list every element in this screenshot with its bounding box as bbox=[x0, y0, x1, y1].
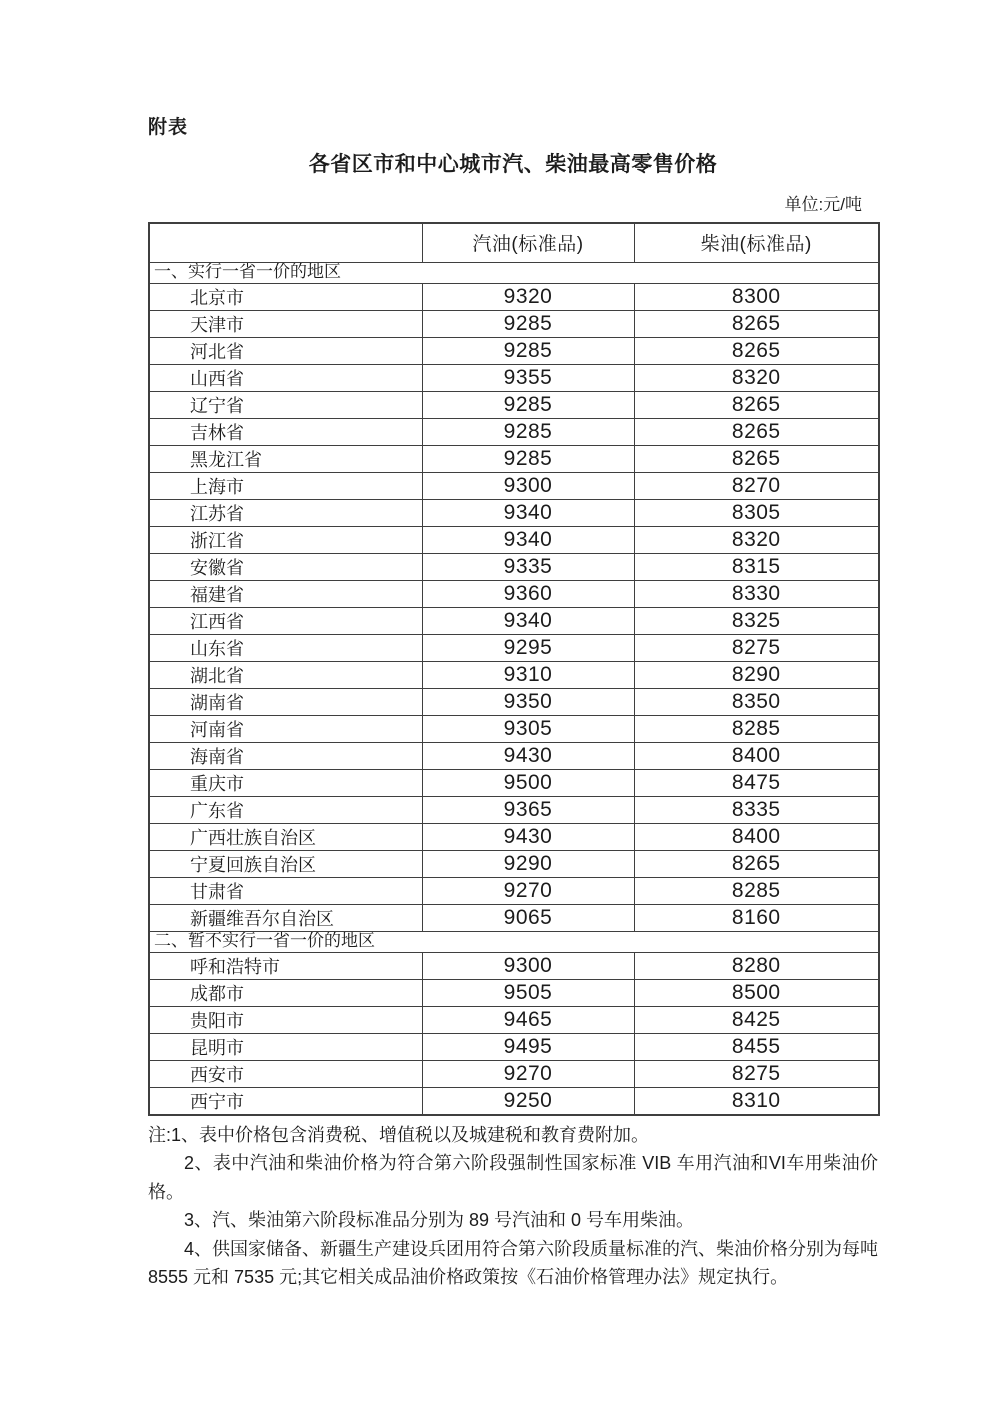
diesel-price-cell: 8400 bbox=[634, 742, 879, 769]
diesel-price-cell: 8335 bbox=[634, 796, 879, 823]
table-row bbox=[149, 553, 879, 580]
table-row bbox=[149, 904, 879, 931]
page-title: 各省区市和中心城市汽、柴油最高零售价格 bbox=[308, 153, 718, 176]
gasoline-price-cell: 9290 bbox=[422, 850, 634, 877]
table-row bbox=[149, 796, 879, 823]
diesel-price-cell: 8265 bbox=[634, 391, 879, 418]
gasoline-price-cell: 9465 bbox=[422, 1006, 634, 1033]
note-line: 注:1、表中价格包含消费税、增值税以及城建税和教育费附加。 bbox=[148, 1124, 650, 1145]
notes-section bbox=[148, 1121, 878, 1292]
gasoline-price-cell: 9300 bbox=[422, 472, 634, 499]
region-cell: 河南省 bbox=[149, 715, 422, 742]
region-cell: 成都市 bbox=[149, 979, 422, 1006]
region-cell: 广西壮族自治区 bbox=[149, 823, 422, 850]
gasoline-price-cell: 9320 bbox=[422, 283, 634, 310]
diesel-price-cell: 8315 bbox=[634, 553, 879, 580]
table-row bbox=[149, 1006, 879, 1033]
table-row bbox=[149, 526, 879, 553]
annex-label: 附表 bbox=[148, 117, 189, 138]
gasoline-price-cell: 9335 bbox=[422, 553, 634, 580]
table-row bbox=[149, 1087, 879, 1115]
table-row bbox=[149, 850, 879, 877]
unit-label: 单位:元/吨 bbox=[784, 195, 862, 214]
region-cell: 江西省 bbox=[149, 607, 422, 634]
region-cell: 海南省 bbox=[149, 742, 422, 769]
region-cell: 黑龙江省 bbox=[149, 445, 422, 472]
diesel-price-cell: 8475 bbox=[634, 769, 879, 796]
region-cell: 上海市 bbox=[149, 472, 422, 499]
table-row bbox=[149, 364, 879, 391]
diesel-price-cell: 8275 bbox=[634, 634, 879, 661]
section-header-row bbox=[149, 931, 879, 952]
table-row bbox=[149, 769, 879, 796]
gasoline-price-cell: 9340 bbox=[422, 526, 634, 553]
diesel-price-cell: 8290 bbox=[634, 661, 879, 688]
region-cell: 广东省 bbox=[149, 796, 422, 823]
region-cell: 北京市 bbox=[149, 283, 422, 310]
table-row bbox=[149, 580, 879, 607]
section-header-row bbox=[149, 262, 879, 283]
region-cell: 宁夏回族自治区 bbox=[149, 850, 422, 877]
diesel-price-cell: 8425 bbox=[634, 1006, 879, 1033]
table-row bbox=[149, 1060, 879, 1087]
region-cell: 湖南省 bbox=[149, 688, 422, 715]
table-row bbox=[149, 310, 879, 337]
diesel-price-cell: 8265 bbox=[634, 418, 879, 445]
table-row bbox=[149, 634, 879, 661]
column-header-region bbox=[149, 223, 422, 262]
diesel-price-cell: 8350 bbox=[634, 688, 879, 715]
region-cell: 浙江省 bbox=[149, 526, 422, 553]
gasoline-price-cell: 9505 bbox=[422, 979, 634, 1006]
gasoline-price-cell: 9300 bbox=[422, 952, 634, 979]
diesel-price-cell: 8265 bbox=[634, 337, 879, 364]
region-cell: 西宁市 bbox=[149, 1087, 422, 1115]
gasoline-price-cell: 9350 bbox=[422, 688, 634, 715]
gasoline-price-cell: 9285 bbox=[422, 418, 634, 445]
region-cell: 福建省 bbox=[149, 580, 422, 607]
diesel-price-cell: 8310 bbox=[634, 1087, 879, 1115]
diesel-price-cell: 8265 bbox=[634, 445, 879, 472]
region-cell: 辽宁省 bbox=[149, 391, 422, 418]
table-row bbox=[149, 472, 879, 499]
diesel-price-cell: 8280 bbox=[634, 952, 879, 979]
region-cell: 湖北省 bbox=[149, 661, 422, 688]
region-cell: 吉林省 bbox=[149, 418, 422, 445]
region-cell: 甘肃省 bbox=[149, 877, 422, 904]
diesel-price-cell: 8275 bbox=[634, 1060, 879, 1087]
gasoline-price-cell: 9430 bbox=[422, 742, 634, 769]
diesel-price-cell: 8455 bbox=[634, 1033, 879, 1060]
diesel-price-cell: 8270 bbox=[634, 472, 879, 499]
region-cell: 河北省 bbox=[149, 337, 422, 364]
table-row bbox=[149, 877, 879, 904]
gasoline-price-cell: 9355 bbox=[422, 364, 634, 391]
gasoline-price-cell: 9270 bbox=[422, 1060, 634, 1087]
table-row bbox=[149, 952, 879, 979]
region-cell: 天津市 bbox=[149, 310, 422, 337]
diesel-price-cell: 8330 bbox=[634, 580, 879, 607]
diesel-price-cell: 8500 bbox=[634, 979, 879, 1006]
gasoline-price-cell: 9365 bbox=[422, 796, 634, 823]
region-cell: 重庆市 bbox=[149, 769, 422, 796]
region-cell: 昆明市 bbox=[149, 1033, 422, 1060]
price-table bbox=[148, 222, 880, 1116]
diesel-price-cell: 8400 bbox=[634, 823, 879, 850]
gasoline-price-cell: 9430 bbox=[422, 823, 634, 850]
gasoline-price-cell: 9285 bbox=[422, 337, 634, 364]
diesel-price-cell: 8305 bbox=[634, 499, 879, 526]
table-row bbox=[149, 283, 879, 310]
table-row bbox=[149, 1033, 879, 1060]
gasoline-price-cell: 9310 bbox=[422, 661, 634, 688]
region-cell: 呼和浩特市 bbox=[149, 952, 422, 979]
note-line: 2、表中汽油和柴油价格为符合第六阶段强制性国家标准 VIB 车用汽油和VI车用柴油价格。 bbox=[148, 1153, 878, 1202]
gasoline-price-cell: 9340 bbox=[422, 607, 634, 634]
diesel-price-cell: 8285 bbox=[634, 715, 879, 742]
diesel-price-cell: 8160 bbox=[634, 904, 879, 931]
table-row bbox=[149, 337, 879, 364]
table-row bbox=[149, 688, 879, 715]
gasoline-price-cell: 9360 bbox=[422, 580, 634, 607]
region-cell: 西安市 bbox=[149, 1060, 422, 1087]
section-label: 一、实行一省一价的地区 bbox=[149, 262, 879, 283]
gasoline-price-cell: 9340 bbox=[422, 499, 634, 526]
table-row bbox=[149, 499, 879, 526]
column-header-diesel: 柴油(标准品) bbox=[634, 223, 879, 262]
diesel-price-cell: 8320 bbox=[634, 526, 879, 553]
table-row bbox=[149, 391, 879, 418]
diesel-price-cell: 8300 bbox=[634, 283, 879, 310]
gasoline-price-cell: 9285 bbox=[422, 445, 634, 472]
gasoline-price-cell: 9285 bbox=[422, 391, 634, 418]
table-row bbox=[149, 823, 879, 850]
gasoline-price-cell: 9495 bbox=[422, 1033, 634, 1060]
gasoline-price-cell: 9065 bbox=[422, 904, 634, 931]
gasoline-price-cell: 9285 bbox=[422, 310, 634, 337]
table-header-row bbox=[149, 223, 879, 262]
gasoline-price-cell: 9250 bbox=[422, 1087, 634, 1115]
diesel-price-cell: 8265 bbox=[634, 310, 879, 337]
note-line: 3、汽、柴油第六阶段标准品分别为 89 号汽油和 0 号车用柴油。 bbox=[184, 1210, 695, 1230]
region-cell: 新疆维吾尔自治区 bbox=[149, 904, 422, 931]
table-row bbox=[149, 607, 879, 634]
gasoline-price-cell: 9295 bbox=[422, 634, 634, 661]
table-row bbox=[149, 715, 879, 742]
diesel-price-cell: 8320 bbox=[634, 364, 879, 391]
region-cell: 江苏省 bbox=[149, 499, 422, 526]
gasoline-price-cell: 9270 bbox=[422, 877, 634, 904]
region-cell: 贵阳市 bbox=[149, 1006, 422, 1033]
diesel-price-cell: 8265 bbox=[634, 850, 879, 877]
gasoline-price-cell: 9500 bbox=[422, 769, 634, 796]
note-line: 4、供国家储备、新疆生产建设兵团用符合第六阶段质量标准的汽、柴油价格分别为每吨 8555 元和 7535 元;其它相关成品油价格政策按《石油价格管理办法》规定执行。 bbox=[148, 1238, 879, 1287]
section-label: 二、暂不实行一省一价的地区 bbox=[149, 931, 879, 952]
table-row bbox=[149, 418, 879, 445]
column-header-gasoline: 汽油(标准品) bbox=[422, 223, 634, 262]
table-row bbox=[149, 445, 879, 472]
region-cell: 安徽省 bbox=[149, 553, 422, 580]
diesel-price-cell: 8285 bbox=[634, 877, 879, 904]
diesel-price-cell: 8325 bbox=[634, 607, 879, 634]
region-cell: 山东省 bbox=[149, 634, 422, 661]
table-row bbox=[149, 979, 879, 1006]
region-cell: 山西省 bbox=[149, 364, 422, 391]
table-row bbox=[149, 661, 879, 688]
table-row bbox=[149, 742, 879, 769]
gasoline-price-cell: 9305 bbox=[422, 715, 634, 742]
